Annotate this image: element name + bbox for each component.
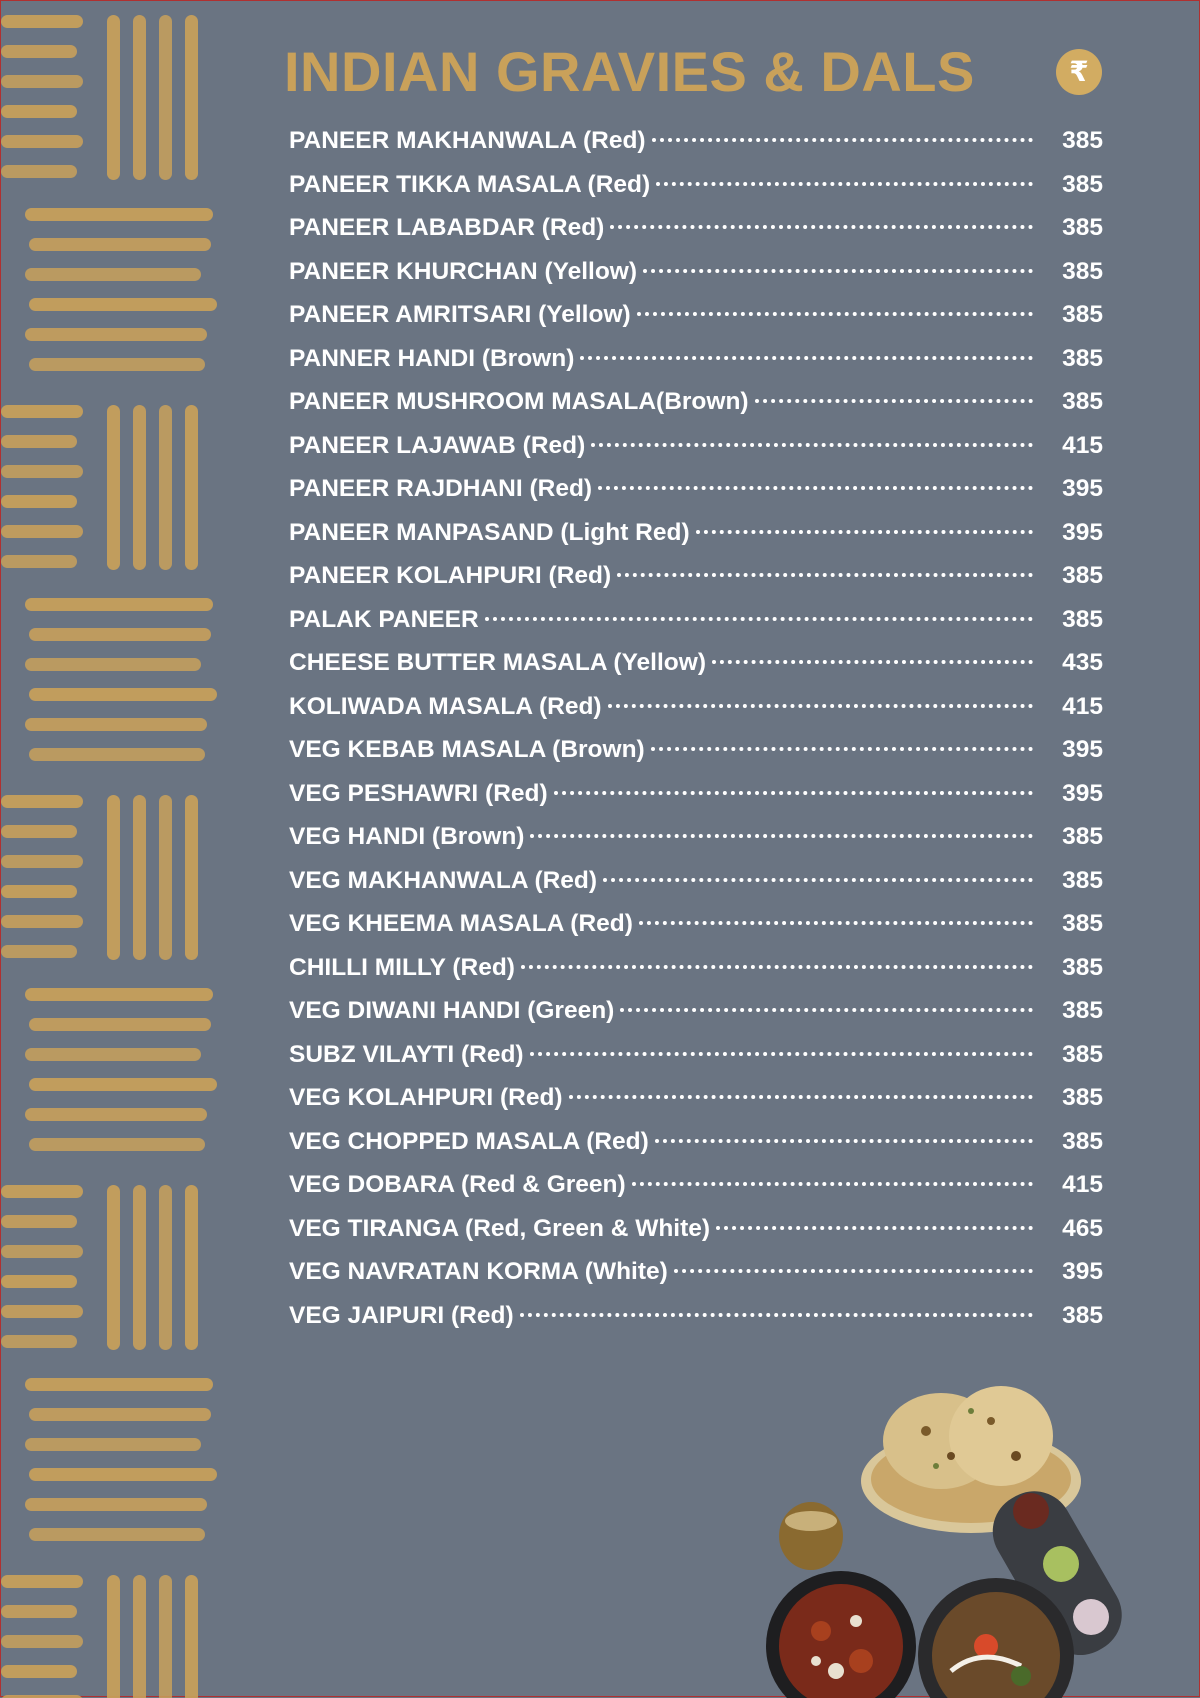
brush-stroke [185,1185,198,1350]
menu-item-price: 415 [1062,431,1103,459]
brush-stroke [159,15,172,180]
menu-item [289,736,1103,780]
dot-leader [617,573,1033,577]
dot-leader [651,747,1033,751]
menu-item-name: VEG NAVRATAN KORMA (White) [289,1258,668,1285]
brush-stroke [29,1018,211,1031]
menu-item-name: PANEER TIKKA MASALA (Red) [289,170,651,198]
brush-stroke [25,598,213,611]
brush-stroke [25,988,213,1001]
brush-stroke [1,465,83,478]
menu-item-name: PANEER MANPASAND (Light Red) [289,518,690,546]
menu-item-price: 395 [1062,736,1103,763]
menu-item-name: VEG CHOPPED MASALA (Red) [289,1127,649,1155]
menu-item-price: 415 [1062,692,1103,720]
brush-stroke [133,1185,146,1350]
menu-item-price: 385 [1062,953,1103,981]
brush-stroke [133,405,146,570]
brush-stroke [1,825,77,838]
menu-item-name: VEG KHEEMA MASALA (Red) [289,910,633,937]
menu-item [289,562,1103,606]
menu-item [289,606,1103,650]
brush-stroke [185,15,198,180]
dot-leader [716,1226,1033,1230]
brush-stroke-pattern [1,1,221,1698]
brush-stroke [1,1305,83,1318]
brush-stroke [29,1408,211,1421]
brush-stroke [1,495,77,508]
brush-stroke [1,1605,77,1618]
rupee-icon: ₹ [1056,49,1102,95]
menu-item-price: 385 [1062,1084,1103,1111]
brush-stroke [25,1378,213,1391]
brush-stroke [107,1185,120,1350]
menu-item [289,823,1103,867]
dot-leader [652,138,1033,142]
menu-item-name: VEG KOLAHPURI (Red) [289,1084,563,1111]
dot-leader [755,399,1033,403]
menu-item-name: VEG HANDI (Brown) [289,823,525,850]
menu-item-name: VEG TIRANGA (Red, Green & White) [289,1214,711,1242]
menu-page [1,1,1200,1698]
brush-stroke [25,208,213,221]
dot-leader [639,921,1033,925]
brush-stroke [29,1528,205,1541]
brush-stroke [25,718,207,731]
brush-stroke [29,628,211,641]
brush-stroke [1,555,77,568]
dot-leader [610,225,1033,229]
page-title: INDIAN GRAVIES & DALS [284,40,975,103]
brush-stroke [1,855,83,868]
brush-stroke [1,105,77,118]
brush-stroke [1,1215,77,1228]
menu-item [289,214,1103,258]
brush-stroke [29,1078,217,1091]
brush-stroke [185,795,198,960]
menu-item-name: PANEER AMRITSARI (Yellow) [289,301,631,328]
brush-stroke [29,298,217,311]
brush-stroke [159,1575,172,1698]
dot-leader [530,1052,1033,1056]
brush-stroke [185,405,198,570]
menu-item-name: VEG DOBARA (Red & Green) [289,1171,626,1198]
menu-item-name: PANEER LAJAWAB (Red) [289,431,586,459]
menu-item [289,1041,1103,1085]
menu-item-price: 395 [1062,518,1103,546]
dot-leader [530,834,1033,838]
menu-item [289,997,1103,1041]
dot-leader [656,182,1033,186]
menu-item-name: VEG KEBAB MASALA (Brown) [289,736,645,763]
brush-stroke [25,658,201,671]
brush-stroke [133,15,146,180]
menu-list [289,127,1103,1345]
brush-stroke [185,1575,198,1698]
brush-stroke [1,795,83,808]
menu-item-price: 385 [1062,257,1103,285]
menu-item [289,693,1103,737]
menu-item-name: PANEER MUSHROOM MASALA(Brown) [289,388,749,415]
menu-item-price: 435 [1062,649,1103,676]
menu-item [289,867,1103,911]
dot-leader [696,530,1033,534]
menu-item-price: 385 [1062,214,1103,241]
brush-stroke [29,748,205,761]
brush-stroke [29,1468,217,1481]
menu-item-price: 385 [1062,1040,1103,1068]
menu-item-name: CHEESE BUTTER MASALA (Yellow) [289,649,706,676]
menu-item-price: 385 [1062,1127,1103,1155]
brush-stroke [1,1635,83,1648]
brush-stroke [29,358,205,371]
dot-leader [591,443,1033,447]
brush-stroke [1,1245,83,1258]
menu-item [289,388,1103,432]
brush-stroke [1,405,83,418]
menu-item-price: 395 [1062,475,1103,502]
menu-item-price: 385 [1062,170,1103,198]
dot-leader [643,269,1033,273]
menu-item-name: VEG DIWANI HANDI (Green) [289,997,615,1024]
dot-leader [608,704,1033,708]
brush-stroke [1,75,83,88]
dot-leader [712,660,1033,664]
brush-stroke [25,328,207,341]
dot-leader [598,486,1033,490]
menu-item-price: 385 [1062,1301,1103,1329]
menu-item [289,1084,1103,1128]
menu-item-price: 385 [1062,301,1103,328]
dot-leader [620,1008,1033,1012]
menu-item-price: 415 [1062,1171,1103,1198]
brush-stroke [25,1048,201,1061]
brush-stroke [1,525,83,538]
menu-item-price: 465 [1062,1214,1103,1242]
brush-stroke [133,1575,146,1698]
menu-item-price: 385 [1062,388,1103,415]
menu-item-price: 385 [1062,910,1103,937]
menu-item-price: 385 [1062,562,1103,589]
brush-stroke [1,885,77,898]
brush-stroke [1,435,77,448]
brush-stroke [1,915,83,928]
brush-stroke [25,268,201,281]
menu-item [289,1302,1103,1346]
menu-item [289,171,1103,215]
menu-item-price: 385 [1062,127,1103,154]
menu-item [289,1128,1103,1172]
menu-item-name: VEG MAKHANWALA (Red) [289,866,598,894]
menu-item-name: CHILLI MILLY (Red) [289,953,515,981]
menu-item [289,1171,1103,1215]
brush-stroke [1,1185,83,1198]
menu-item [289,780,1103,824]
brush-stroke [29,1138,205,1151]
menu-item-price: 395 [1062,779,1103,807]
menu-item [289,345,1103,389]
dot-leader [637,312,1033,316]
brush-stroke [1,1335,77,1348]
menu-item [289,475,1103,519]
menu-item-name: KOLIWADA MASALA (Red) [289,692,602,720]
brush-stroke [1,135,83,148]
menu-item-name: PANEER KHURCHAN (Yellow) [289,257,638,285]
brush-stroke [29,688,217,701]
brush-stroke [1,1275,77,1288]
menu-item [289,301,1103,345]
brush-stroke [25,1438,201,1451]
brush-stroke [107,405,120,570]
brush-stroke [159,795,172,960]
menu-item-name: VEG JAIPURI (Red) [289,1301,514,1329]
brush-stroke [25,1498,207,1511]
menu-item [289,519,1103,563]
menu-item [289,649,1103,693]
dot-leader [569,1095,1033,1099]
dot-leader [655,1139,1033,1143]
dot-leader [603,878,1033,882]
food-platter-photo [761,1371,1200,1698]
menu-item-price: 385 [1062,344,1103,372]
menu-item [289,910,1103,954]
menu-item-name: PALAK PANEER [289,605,479,633]
brush-stroke [1,1665,77,1678]
menu-item [289,127,1103,171]
dot-leader [521,965,1033,969]
brush-stroke [1,945,77,958]
brush-stroke [1,45,77,58]
menu-item-name: PANEER MAKHANWALA (Red) [289,127,646,154]
dot-leader [485,617,1033,621]
menu-item-price: 385 [1062,997,1103,1024]
menu-item-price: 385 [1062,823,1103,850]
brush-stroke [159,405,172,570]
brush-stroke [25,1108,207,1121]
menu-item [289,1215,1103,1259]
menu-item-price: 385 [1062,605,1103,633]
dot-leader [554,791,1033,795]
brush-stroke [133,795,146,960]
menu-item-name: VEG PESHAWRI (Red) [289,779,548,807]
dot-leader [580,356,1033,360]
menu-item [289,432,1103,476]
dot-leader [520,1313,1033,1317]
menu-item [289,258,1103,302]
brush-stroke [107,15,120,180]
menu-item-name: PANNER HANDI (Brown) [289,344,575,372]
menu-item-name: PANEER LABABDAR (Red) [289,214,605,241]
menu-item-price: 385 [1062,866,1103,894]
brush-stroke [107,1575,120,1698]
brush-stroke [107,795,120,960]
menu-item [289,954,1103,998]
brush-stroke [29,238,211,251]
menu-item-name: PANEER KOLAHPURI (Red) [289,562,612,589]
dot-leader [632,1182,1033,1186]
brush-stroke [1,1575,83,1588]
dot-leader [674,1269,1033,1273]
menu-item-name: SUBZ VILAYTI (Red) [289,1040,524,1068]
brush-stroke [1,165,77,178]
menu-item-price: 395 [1062,1258,1103,1285]
menu-item [289,1258,1103,1302]
brush-stroke [1,15,83,28]
menu-item-name: PANEER RAJDHANI (Red) [289,475,593,502]
brush-stroke [159,1185,172,1350]
